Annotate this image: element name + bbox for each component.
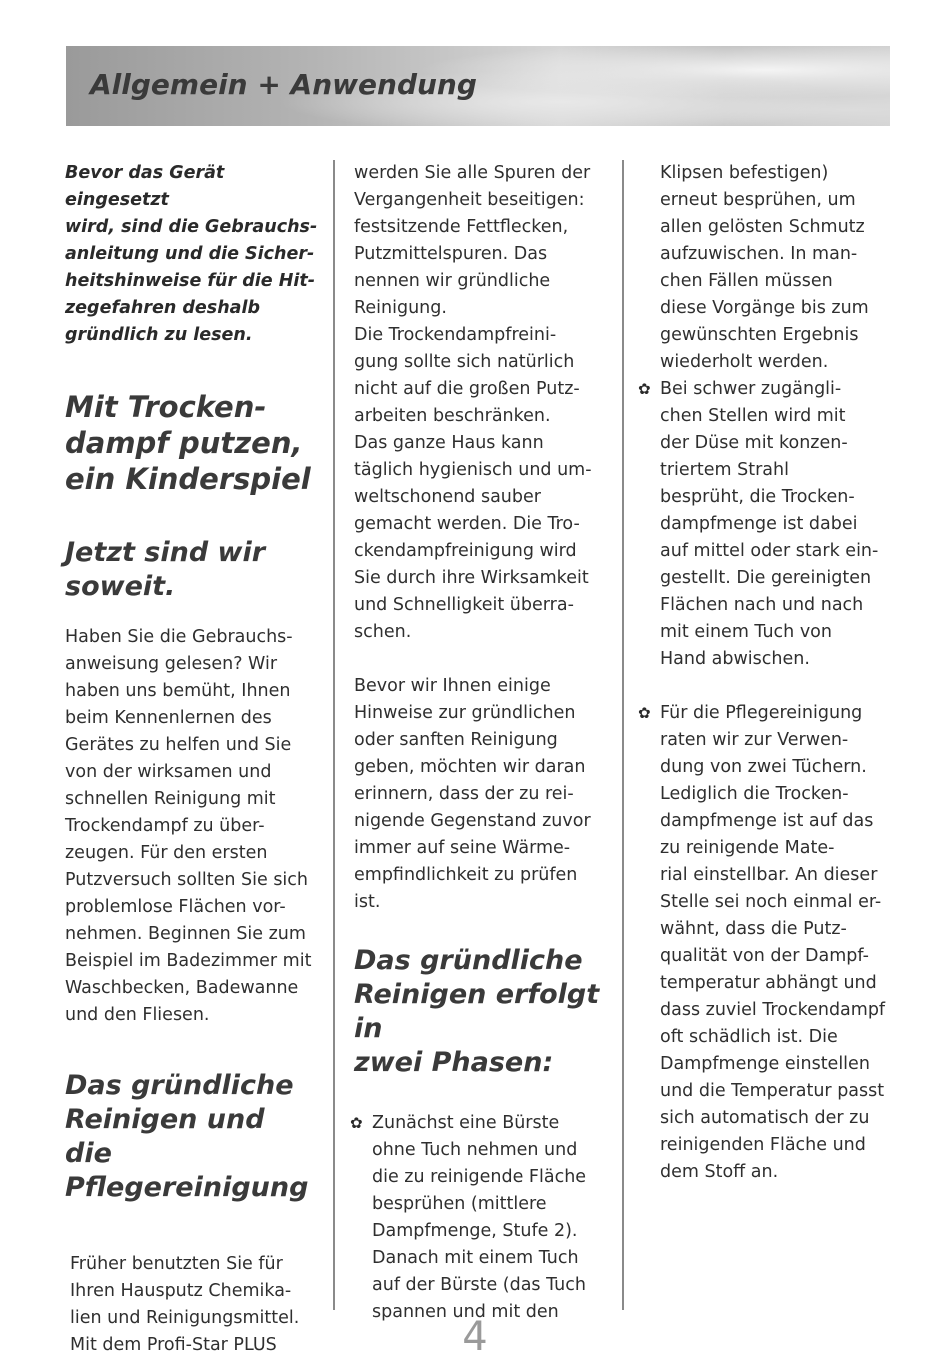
- list-item-text: Zunächst eine Bürste ohne Tuch nehmen und die zu reinigende Fläche besprühen (mittlere Dampfmenge, Stufe 2). Danach mit einem Tuch auf der Bürste (das Tuch spannen und mit den: [372, 1113, 587, 1322]
- paragraph: Haben Sie die Gebrauchs- anweisung gelesen? Wir haben uns bemüht, Ihnen beim Kennenlernen des Gerätes zu helfen und Sie von der wirksamen und schnellen Reinigung mit Trockendampf zu über- zeugen. Für den ersten Putzversuch sollten Sie sich problemlose Flächen vor- nehmen. Beginnen Sie zum Beispiel im Badezimmer mit Waschbecken, Badewanne und den Fliesen.: [65, 627, 312, 1025]
- paragraph: Bevor wir Ihnen einige Hinweise zur gründlichen oder sanften Reinigung geben, möchten wir daran erinnern, dass der zu rei- nigende Gegenstand zuvor immer auf seine Wärme- empfindlichkeit zu prüfen ist.: [354, 676, 591, 912]
- column-2: [350, 160, 609, 1326]
- list-item: [350, 1110, 609, 1326]
- heading-main: Mit Trocken- dampf putzen, ein Kinderspiel: [65, 390, 311, 496]
- list-item-text: Bei schwer zugängli- chen Stellen wird mit der Düse mit konzen- triertem Strahl besprüht, die Trocken- dampfmenge ist dabei auf mittel oder stark ein- gestellt. Die gereinigten Flächen nach und nach mit einem Tuch von Hand abwischen.: [660, 379, 879, 669]
- paragraph: werden Sie alle Spuren der Vergangenheit beseitigen: festsitzende Fettflecken, Putzmittelspuren. Das nennen wir gründliche Reinigung. Die Trockendampfreini- gung sollte sich natürlich nicht auf die großen Putz- arbeiten beschränken. Das ganze Haus kann täglich hygienisch und um- weltschonend sauber gemacht werden. Die Tro- ckendampfreinigung wird Sie durch ihre Wirksamkeit und Schnelligkeit überra- schen.: [354, 163, 592, 642]
- column-3: [638, 160, 902, 1186]
- header-banner: [66, 46, 890, 126]
- section-title: Allgemein + Anwendung: [90, 68, 477, 101]
- list-item-text: Für die Pflegereinigung raten wir zur Verwen- dung von zwei Tüchern. Lediglich die Trocken- dampfmenge ist auf das zu reinigende Mate- rial einstellbar. An dieser Stelle sei noch einmal er- wähnt, dass die Putz- qualität von der Dampf- temperatur abhängt und dass zuviel Trockendampf oft schädlich ist. Die Dampfmenge einstellen und die Temperatur passt sich automatisch der zu reinigenden Fläche und dem Stoff an.: [660, 703, 886, 1182]
- column-divider: [333, 160, 335, 1310]
- flower-bullet-icon: ✿: [350, 1114, 363, 1132]
- flower-bullet-icon: ✿: [638, 380, 651, 398]
- paragraph: Klipsen befestigen) erneut besprühen, um allen gelösten Schmutz aufzuwischen. In man- chen Fällen müssen diese Vorgänge bis zum gewünschten Ergebnis wiederholt werden.: [660, 163, 869, 372]
- heading-cleaning: Das gründliche Reinigen und die Pflegereinigung: [65, 1070, 309, 1203]
- intro-text: Bevor das Gerät eingesetzt wird, sind die Gebrauchs- anleitung und die Sicher- heitshinweise für die Hit- zegefahren deshalb gründlich zu lesen.: [65, 163, 318, 345]
- page-number: 4: [462, 1314, 488, 1360]
- flower-bullet-icon: ✿: [638, 704, 651, 722]
- heading-phases: Das gründliche Reinigen erfolgt in zwei Phasen:: [354, 945, 600, 1078]
- list-item: [638, 700, 902, 1186]
- paragraph: Früher benutzten Sie für Ihren Hausputz Chemika- lien und Reinigungsmittel. Mit dem Profi-Star PLUS: [70, 1254, 300, 1355]
- list-item: [638, 376, 902, 673]
- column-divider: [622, 160, 624, 1310]
- heading-sub: Jetzt sind wir soweit.: [65, 537, 266, 602]
- column-1: [65, 160, 330, 1359]
